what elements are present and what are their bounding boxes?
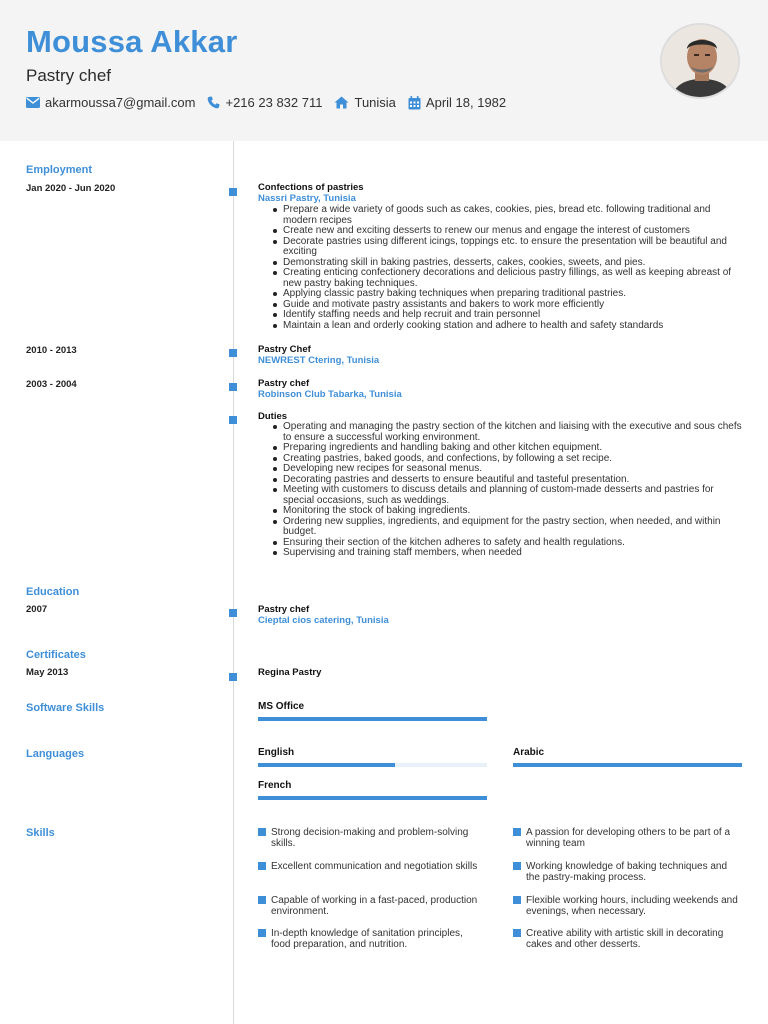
- list-item: Prepare a wide variety of goods such as cakes, cookies, pies, bread etc. following traditional and modern recipes: [270, 205, 745, 226]
- bullet-square-icon: [258, 862, 266, 870]
- software-ms-office-label: MS Office: [258, 701, 305, 712]
- skills-heading: Skills: [26, 827, 55, 839]
- skill-text: A passion for developing others to be part of a winning team: [526, 827, 731, 849]
- bullet-square-icon: [258, 828, 266, 836]
- skill-item: [513, 895, 738, 917]
- job-1-date: Jan 2020 - Jun 2020: [26, 183, 116, 194]
- skill-text: Flexible working hours, including weekends and evenings, when necessary.: [526, 895, 738, 917]
- bullet-square-icon: [258, 896, 266, 904]
- certificates-heading: Certificates: [26, 649, 86, 661]
- skill-item: [513, 861, 738, 883]
- timeline-divider: [233, 141, 234, 1024]
- list-item: Creating pastries, baked goods, and confections, by following a set recipe.: [270, 454, 745, 465]
- skill-text: Excellent communication and negotiation skills: [271, 861, 478, 872]
- job-1-title: Confections of pastries: [258, 182, 364, 193]
- software-ms-office-bar: [258, 717, 487, 721]
- list-item: Developing new recipes for seasonal menus.: [270, 464, 745, 475]
- list-item: Ensuring their section of the kitchen adheres to safety and health regulations.: [270, 538, 745, 549]
- level-fill: [258, 796, 487, 800]
- location-contact: [334, 95, 395, 110]
- education-heading: Education: [26, 586, 80, 598]
- bullet-square-icon: [513, 929, 521, 937]
- list-item: Guide and motivate pastry assistants and bakers to work more efficiently: [270, 300, 745, 311]
- skill-text: In-depth knowledge of sanitation principles, food preparation, and nutrition.: [271, 928, 463, 950]
- bullet-square-icon: [513, 828, 521, 836]
- job-3-title: Pastry chef: [258, 378, 310, 389]
- job-1-company: Nassri Pastry, Tunisia: [258, 193, 356, 204]
- skill-text: Strong decision-making and problem-solving skills.: [271, 827, 469, 849]
- list-item: Operating and managing the pastry section of the kitchen and liaising with the executive and sous chefs to ensure a successful working environment.: [270, 422, 745, 443]
- birthdate-text: April 18, 1982: [425, 95, 507, 110]
- skill-text: Capable of working in a fast-paced, production environment.: [271, 895, 478, 917]
- job-3-date: 2003 - 2004: [26, 379, 77, 390]
- bullet-square-icon: [258, 929, 266, 937]
- software-heading: Software Skills: [26, 702, 105, 714]
- certificate-date: May 2013: [26, 667, 69, 678]
- bullet-square-icon: [513, 896, 521, 904]
- job-2-title: Pastry Chef: [258, 344, 311, 355]
- list-item: Preparing ingredients and handling baking and other kitchen equipment.: [270, 443, 745, 454]
- education-school: Cieptal cios catering, Tunisia: [258, 615, 389, 626]
- skill-item: [258, 827, 483, 849]
- birthdate-contact: [408, 95, 506, 110]
- contact-row: [26, 95, 518, 110]
- level-fill: [258, 717, 487, 721]
- languages-heading: Languages: [26, 748, 85, 760]
- list-item: Ordering new supplies, ingredients, and equipment for the pastry section, when needed, and within budget.: [270, 517, 745, 538]
- list-item: Applying classic pastry baking techniques when preparing traditional pastries.: [270, 289, 745, 300]
- header: [0, 0, 768, 141]
- list-item: Meeting with customers to discuss details and planning of custom-made desserts and pastries for special occasions, such as weddings.: [270, 485, 745, 506]
- list-item: Monitoring the stock of baking ingredients.: [270, 506, 745, 517]
- list-item: Maintain a lean and orderly cooking station and adhere to health and safety standards: [270, 321, 745, 332]
- job-1-bullets: [270, 205, 745, 331]
- certificate-marker: [229, 673, 237, 681]
- email-text: akarmoussa7@gmail.com: [45, 95, 196, 110]
- profile-photo: [660, 23, 740, 99]
- home-icon: [334, 96, 349, 109]
- skill-item: [258, 928, 483, 950]
- language-french-label: French: [258, 780, 292, 791]
- job-3-marker: [229, 383, 237, 391]
- list-item: Decorating pastries and desserts to ensure beautiful and tasteful presentation.: [270, 475, 745, 486]
- list-item: Supervising and training staff members, when needed: [270, 548, 745, 559]
- language-arabic-bar: [513, 763, 742, 767]
- job-3-company: Robinson Club Tabarka, Tunisia: [258, 389, 402, 400]
- job-2-date: 2010 - 2013: [26, 345, 77, 356]
- list-item: Decorate pastries using different icings, toppings etc. to ensure the presentation will be beautiful and exciting: [270, 237, 745, 258]
- calendar-icon: [408, 96, 421, 110]
- language-french-bar: [258, 796, 487, 800]
- language-english-label: English: [258, 747, 295, 758]
- level-fill: [258, 763, 395, 767]
- skill-text: Creative ability with artistic skill in decorating cakes and other desserts.: [526, 928, 724, 950]
- certificate-title: Regina Pastry: [258, 667, 322, 678]
- education-date: 2007: [26, 604, 48, 615]
- list-item: Demonstrating skill in baking pastries, desserts, cakes, cookies, sweets, and pies.: [270, 258, 745, 269]
- level-fill: [513, 763, 742, 767]
- list-item: Creating enticing confectionery decorations and delicious pastry fillings, as well as keeping abreast of new pastry baking techniques.: [270, 268, 745, 289]
- location-text: Tunisia: [354, 95, 396, 110]
- job-2-marker: [229, 349, 237, 357]
- education-title: Pastry chef: [258, 604, 310, 615]
- skill-item: [513, 928, 738, 950]
- full-name: Moussa Akkar: [26, 24, 238, 59]
- job-2-company: NEWREST Ctering, Tunisia: [258, 355, 380, 366]
- list-item: Create new and exciting desserts to renew our menus and engage the interest of customers: [270, 226, 745, 237]
- job-title: Pastry chef: [26, 66, 112, 85]
- bullet-square-icon: [513, 862, 521, 870]
- language-arabic-label: Arabic: [513, 747, 545, 758]
- skill-text: Working knowledge of baking techniques and the pastry-making process.: [526, 861, 728, 883]
- phone-contact[interactable]: [207, 95, 322, 110]
- employment-heading: Employment: [26, 164, 93, 176]
- phone-icon: [207, 96, 220, 109]
- duties-bullets: [270, 422, 745, 559]
- duties-title: Duties: [258, 411, 288, 422]
- language-english-bar: [258, 763, 487, 767]
- duties-marker: [229, 416, 237, 424]
- phone-text: +216 23 832 711: [225, 95, 323, 110]
- skill-item: [513, 827, 738, 849]
- skill-item: [258, 895, 483, 917]
- envelope-icon: [26, 97, 40, 108]
- email-contact[interactable]: [26, 95, 195, 110]
- list-item: Identify staffing needs and help recruit and train personnel: [270, 310, 745, 321]
- education-marker: [229, 609, 237, 617]
- job-1-marker: [229, 188, 237, 196]
- skill-item: [258, 861, 483, 872]
